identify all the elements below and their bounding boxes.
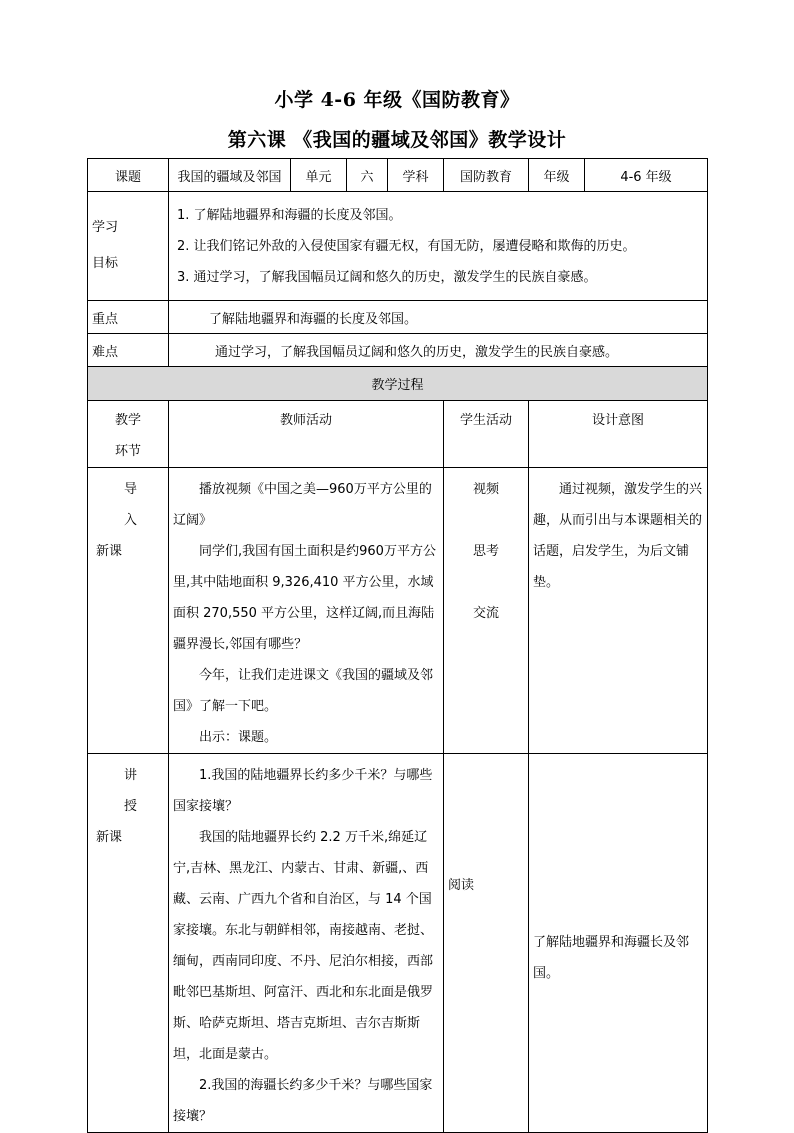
lesson-title: 第六课 《我国的疆域及邻国》教学设计 [227,129,567,151]
intro-stage-line-1: 导 入 [124,482,148,528]
goal-item: 1. 了解陆地疆界和海疆的长度及邻国。 [177,207,402,223]
student-activity-item: 阅读 [448,877,475,893]
student-activity-item: 视频 [472,482,499,497]
key-point-text: 了解陆地疆界和海疆的长度及邻国。 [169,301,708,334]
goal-item: 2. 让我们铭记外敌的入侵使国家有疆无权，有国无防，屡遭侵略和欺侮的历史。 [177,238,636,254]
lecture-design-intent [529,754,708,1133]
stage-header-line-2: 环节 [114,444,141,459]
goals-label-line-2: 目标 [92,256,119,271]
goals-label [88,192,169,301]
subject-label: 学科 [388,159,444,192]
lecture-paragraph: 1.我国的陆地疆界长约多少千米？与哪些国家接壤？ [173,768,433,814]
student-activity-item: 交流 [472,606,499,621]
intro-row [88,468,708,754]
intro-paragraph: 同学们,我国有国土面积是约960万平方公里,其中陆地面积 9,326,410 平方公里，水域面积 270,550 平方公里，这样辽阔,而且海陆疆界漫长,邻国有哪些？ [173,544,436,652]
intro-design-intent [529,468,708,754]
stage-header-line-1: 教学 [114,413,141,428]
topic-value: 我国的疆域及邻国 [169,159,291,192]
stage-column-header [88,401,169,468]
unit-value: 六 [347,159,388,192]
lecture-paragraph: 2.我国的海疆长约多少千米？与哪些国家接壤？ [173,1078,433,1124]
goals-content [169,192,708,301]
lecture-row [88,754,708,1133]
intent-text: 通过视频，激发学生的兴趣，从而引出与本课题相关的话题，启发学生，为后文铺垫。 [533,482,703,590]
key-point-label: 重点 [88,301,169,334]
topic-label: 课题 [88,159,169,192]
goal-item: 3. 通过学习，了解我国幅员辽阔和悠久的历史，激发学生的民族自豪感。 [177,269,597,285]
lecture-stage-line-1: 讲 授 [124,768,148,814]
process-heading-row [88,367,708,401]
subject-value: 国防教育 [444,159,529,192]
grade-label: 年级 [529,159,585,192]
intent-text: 了解陆地疆界和海疆长及邻国。 [533,935,690,981]
process-heading: 教学过程 [88,367,708,401]
intro-stage-label [88,468,169,754]
lecture-stage-line-2: 新课 [96,830,123,845]
intro-student-activity [444,468,529,754]
lesson-plan-table [87,158,708,1133]
student-activity-item: 思考 [472,544,499,559]
document-title: 小学 4-6 年级《国防教育》 [274,89,520,111]
difficulty-row [88,334,708,367]
lecture-teacher-activity [169,754,444,1133]
goals-label-line-1: 学习 [92,220,119,235]
student-column-header: 学生活动 [444,401,529,468]
teacher-column-header: 教师活动 [169,401,444,468]
intro-teacher-activity [169,468,444,754]
key-point-row [88,301,708,334]
goals-row [88,192,708,301]
difficulty-label: 难点 [88,334,169,367]
lecture-stage-label [88,754,169,1133]
intro-paragraph: 播放视频《中国之美—960万平方公里的辽阔》 [173,482,432,528]
grade-value: 4-6 年级 [585,159,708,192]
intent-column-header: 设计意图 [529,401,708,468]
info-row [88,159,708,192]
intro-stage-line-2: 新课 [96,544,123,559]
intro-paragraph: 出示：课题。 [199,730,278,745]
unit-label: 单元 [291,159,347,192]
difficulty-text: 通过学习，了解我国幅员辽阔和悠久的历史，激发学生的民族自豪感。 [169,334,708,367]
lecture-paragraph: 我国的陆地疆界长约 2.2 万千米,绵延辽宁,吉林、黑龙江、内蒙古、甘肃、新疆,、西藏、云南、广西九个省和自治区，与 14 个国家接壤。东北与朝鲜相邻，南接越南、老挝、 缅甸，西南同印度、不丹、尼泊尔相接，西部毗邻巴基斯坦、阿富汗、西北和东北面是俄罗斯、哈萨克斯坦、塔吉克斯坦、吉尔吉斯斯坦，北面是蒙古。 [173,830,434,1062]
lecture-student-activity [444,754,529,1133]
intro-paragraph: 今年，让我们走进课文《我国的疆域及邻国》了解一下吧。 [173,668,434,714]
process-header-row [88,401,708,468]
